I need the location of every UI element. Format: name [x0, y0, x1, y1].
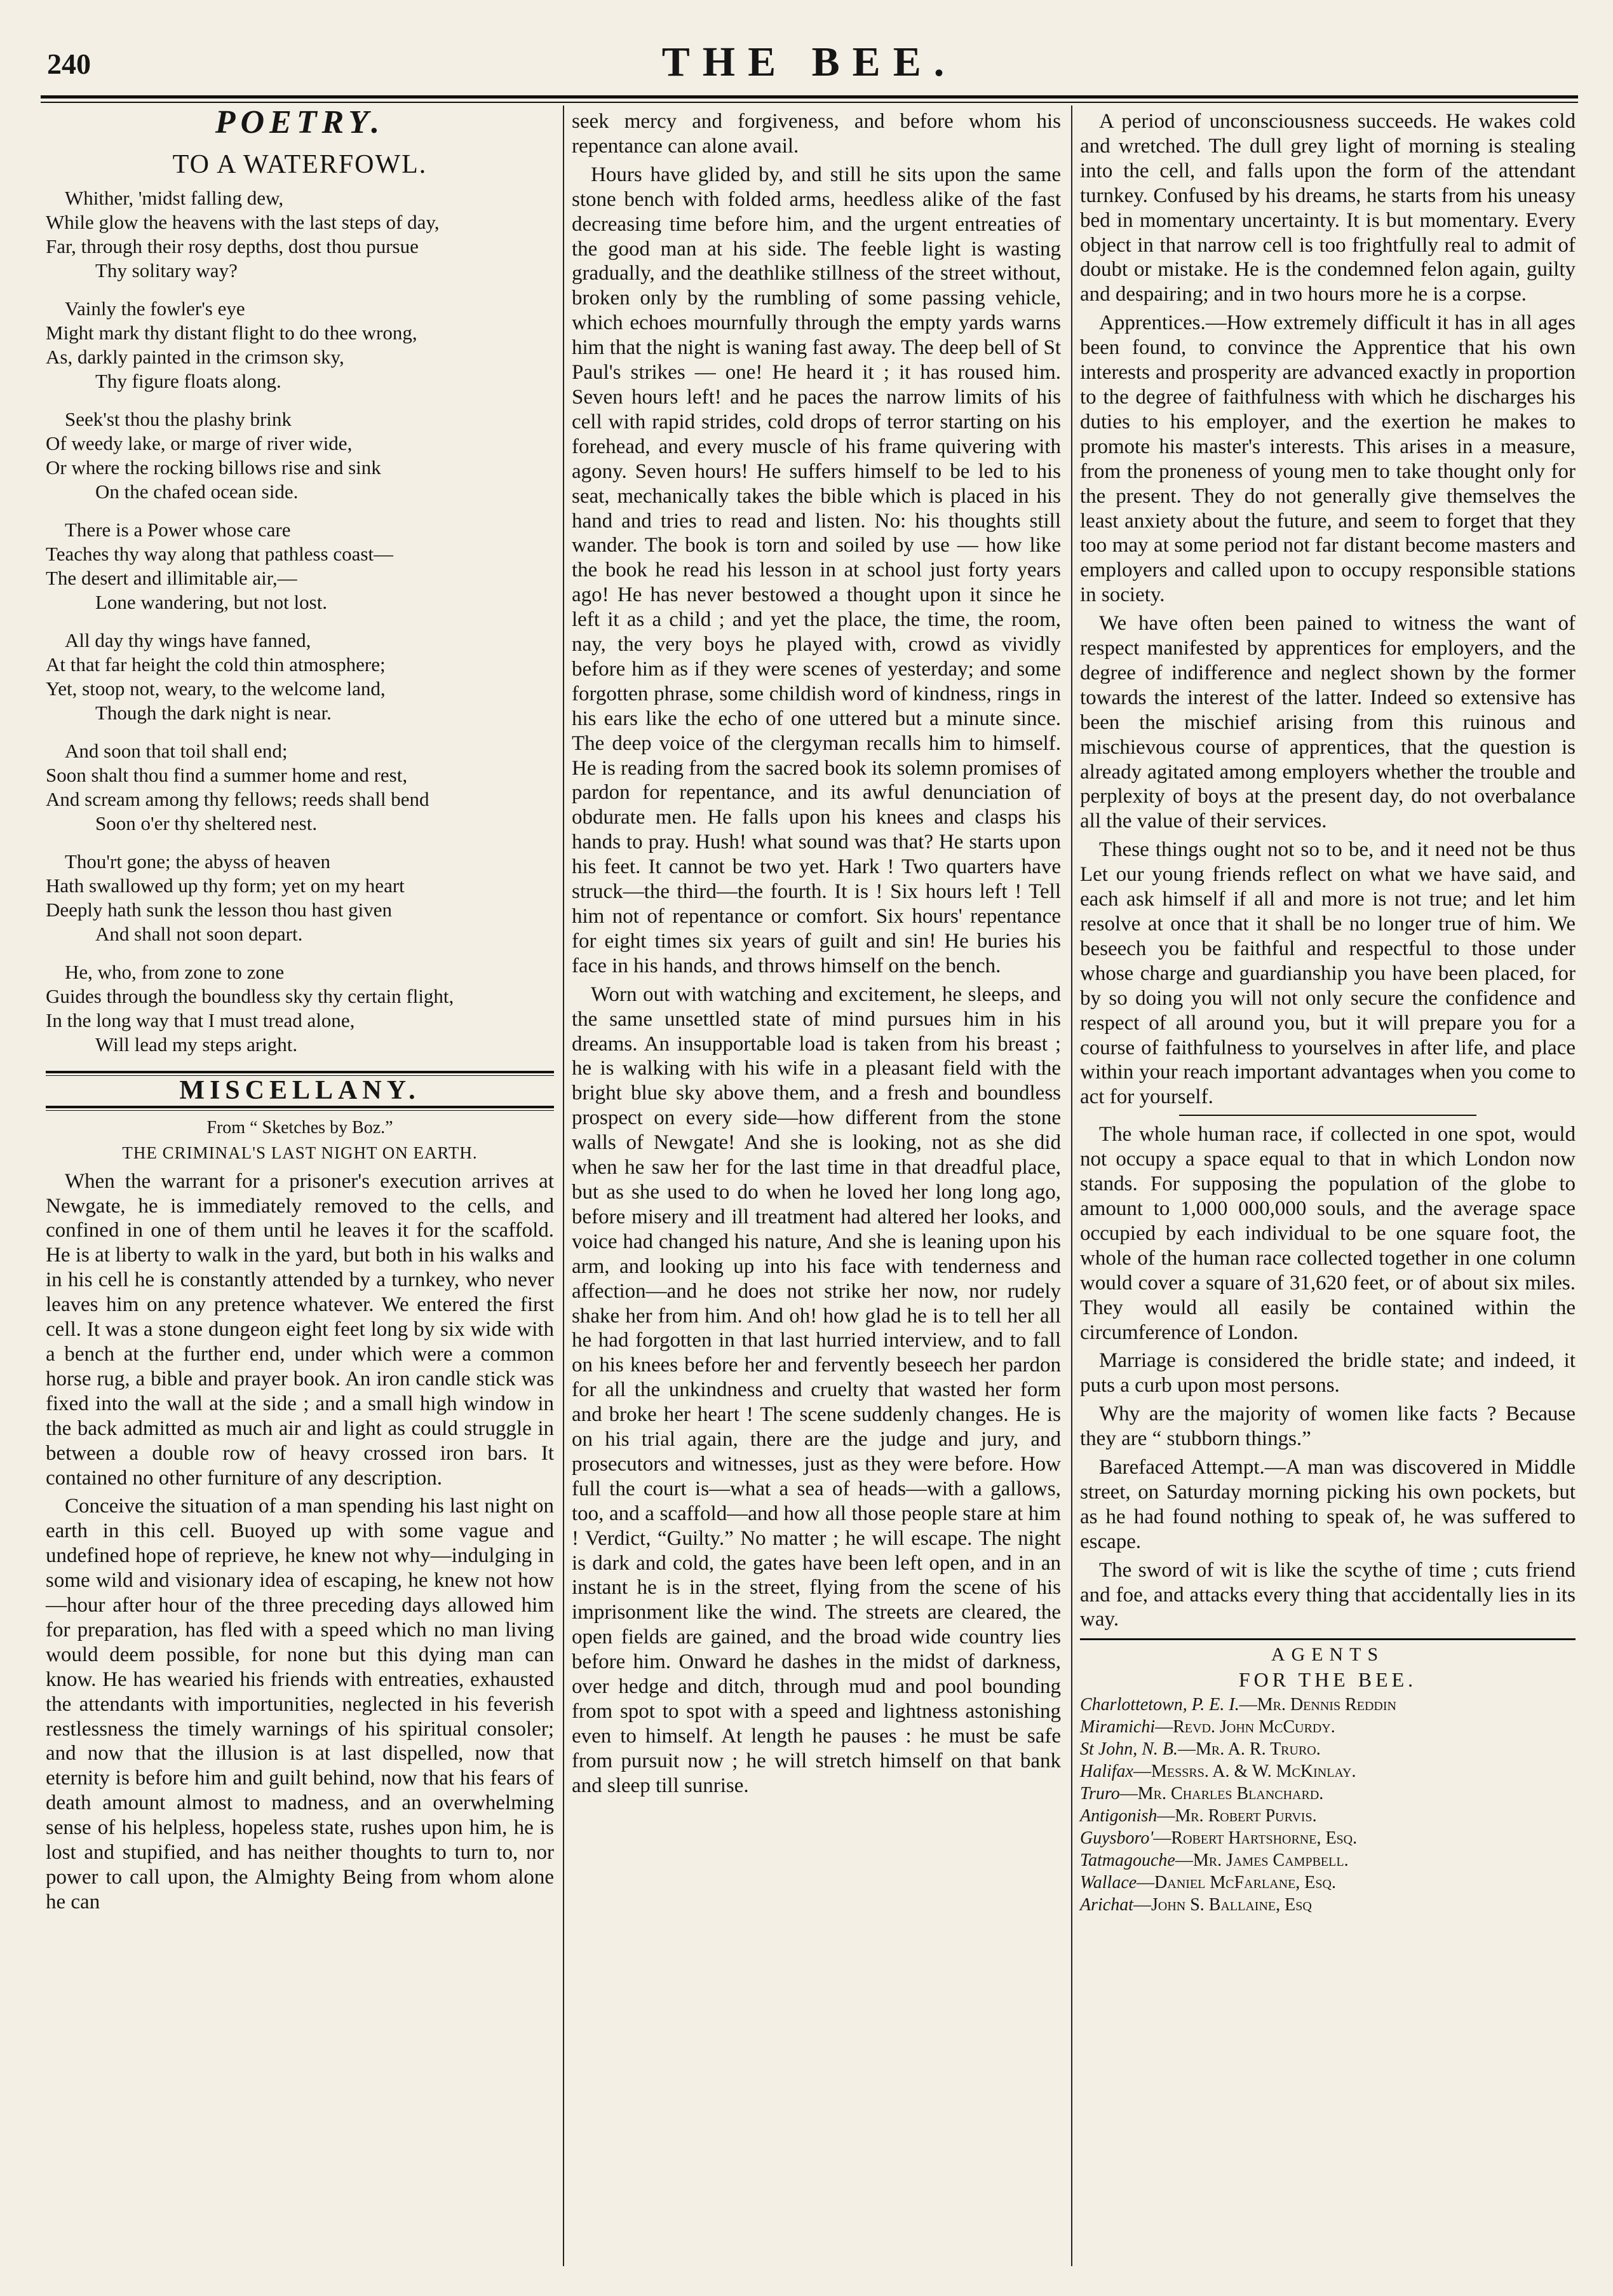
poem-stanza — [46, 186, 554, 283]
poem-line: Soon shalt thou find a summer home and rest, — [46, 763, 408, 786]
poem-line: He, who, from zone to zone — [65, 960, 285, 983]
agent-place: Charlottetown, P. E. I. — [1080, 1695, 1239, 1715]
poem-line: Might mark thy distant flight to do thee wrong, — [46, 321, 417, 344]
page-number: 240 — [47, 48, 91, 80]
agents-rule — [1080, 1638, 1576, 1640]
poem-line: Thy figure floats along. — [95, 369, 281, 392]
poem-line: Of weedy lake, or marge of river wide, — [46, 431, 353, 454]
poem-line: Whither, 'midst falling dew, — [65, 186, 284, 209]
poem-line: Guides through the boundless sky thy certain flight, — [46, 984, 454, 1007]
agent-entry: Wallace—Daniel McFarlane, Esq. — [1080, 1873, 1336, 1893]
poem-line: Though the dark night is near. — [95, 701, 332, 724]
agent-entry: Tatmagouche—Mr. James Campbell. — [1080, 1851, 1349, 1871]
poem-line: Hath swallowed up thy form; yet on my heart — [46, 874, 405, 897]
filler-paragraph: The whole human race, if collected in one spot, would not occupy a space equal to that in which London now stands. For supposing the population of the globe to amount to 1,000 000,000 souls, and the average space occupied by each individual to be one square foot, the whole of the human race collected together in one column would cover a square of 31,620 feet, or of about six miles. They would all easily be contained within the circumference of London. — [1080, 1123, 1576, 1344]
poem-line: Far, through their rosy depths, dost thou pursue — [46, 234, 419, 257]
poem-stanza — [46, 407, 554, 504]
poem-line: Deeply hath sunk the lesson thou hast given — [46, 898, 392, 921]
agent-name: Mr. Dennis Reddin — [1257, 1695, 1396, 1715]
column-1 — [46, 104, 554, 1919]
poem-line: And shall not soon depart. — [95, 922, 303, 945]
poem-line: While glow the heavens with the last steps of day, — [46, 210, 440, 233]
filler-paragraph: Why are the majority of women like facts ? Because they are “ stubborn things.” — [1080, 1403, 1576, 1451]
column-divider — [1071, 105, 1072, 2266]
agent-name: Mr. James Campbell. — [1192, 1851, 1349, 1871]
column-divider — [563, 105, 564, 2266]
poem-line: Or where the rocking billows rise and sink — [46, 456, 381, 479]
agent-name: Revd. John McCurdy. — [1173, 1717, 1335, 1737]
agent-entry: Arichat—John S. Ballaine, Esq — [1080, 1895, 1312, 1915]
agent-place: Tatmagouche — [1080, 1851, 1175, 1871]
poem-line: As, darkly painted in the crimson sky, — [46, 345, 344, 368]
poem-line: Seek'st thou the plashy brink — [65, 407, 292, 430]
agents-title: AGENTS — [1271, 1644, 1385, 1666]
agent-entry: Antigonish—Mr. Robert Purvis. — [1080, 1806, 1317, 1826]
column-3 — [1080, 109, 1576, 1916]
article-title: THE CRIMINAL'S LAST NIGHT ON EARTH. — [122, 1143, 478, 1162]
poem-stanza — [46, 960, 554, 1057]
agent-entry: St John, N. B.—Mr. A. R. Truro. — [1080, 1739, 1321, 1760]
poem-line: Yet, stoop not, weary, to the welcome land, — [46, 677, 386, 700]
section-rule — [46, 1071, 554, 1076]
poem-line: On the chafed ocean side. — [95, 480, 299, 503]
agent-name: Mr. Charles Blanchard. — [1137, 1784, 1324, 1804]
article-paragraph: seek mercy and forgiveness, and before whom his repentance can alone avail. — [572, 110, 1061, 158]
article-paragraph: Worn out with watching and excitement, he sleeps, and the same unsettled state of mind pursues him in his dreams. An insupportable load is taken from his breast ; he is walking with his wife in a pleasant field with the bright blue sky above them, and a fresh and boundless prospect on every side—how different from the stone walls of Newgate! And she is looking, not as she did when he saw her for the last time in that dreadful place, but as she used to do when he loved her long long ago, before misery and ill treatment had altered her looks, and voice had changed his nature, And she is leaning upon his arm, and looking up into his face with tenderness and affection—and he does not strike her now, nor rudely shake her from him. And oh! how glad he is to tell her all he had forgotten in that last hurried interview, and to fall on his knees before her and fervently beseech her pardon for all the unkindness and cruelty that wasted her form and broke her heart ! The scene suddenly changes. He is on his trial again, there are the judge and jury, and prosecutors and witnesses, just as they were before. How full the court is—what a sea of heads—with a gallows, too, and a scaffold—and how all those people stare at him ! Verdict, “Guilty.” No matter ; he will escape. The night is dark and cold, the gates have been left open, and in an instant he is in the street, flying from the scene of his imprisonment like the wind. The streets are cleared, the open fields are gained, and the broad wide country lies before him. Onward he dashes in the midst of darkness, over hedge and ditch, through mud and pool bounding from spot to spot with a speed and lightness astonishing even to himself. At length he pauses : he must be safe from pursuit now ; he will stretch himself on that bank and sleep till sunrise. — [572, 982, 1061, 1797]
article-paragraph: Hours have glided by, and still he sits upon the same stone bench with folded arms, heedless alike of the fast decreasing time before him, and the urgent entreaties of the good man at his side. The feeble light is wasting gradually, and the deathlike stillness of the street without, broken only by the rumbling of some passing vehicle, which echoes mournfully through the empty yards warns him that the night is waning fast away. The deep bell of St Paul's strikes — one! He heard it ; it has roused him. Seven hours left! and he paces the narrow limits of his cell with rapid strides, cold drops of terror starting on his forehead, and every muscle of his frame quivering with agony. Seven hours! He suffers himself to be led to his seat, mechanically takes the bible which is placed in his hand and tries to read and listen. No: his thoughts still wander. The book is torn and soiled by use — how like the book he read his lesson in at school just forty years ago! He has never bestowed a thought upon it since he left it as a child ; and yet the place, the time, the room, nay, the very boys he played with, crowd as vividly before him as if they were scenes of yesterday; and some forgotten phrase, some childish word of kindness, rings in his ears like the echo of one uttered but a minute since. The deep voice of the clergyman recalls him to himself. He is reading from the sacred book its solemn promises of pardon for repentance, and its awful denunciation of obdurate men. He falls upon his knees and clasps his hands to pray. Hush! what sound was that? He starts upon his feet. It cannot be two yet. Hark ! Two quarters have struck—the third—the fourth. It is ! Six hours left ! Tell him not of repentance or comfort. Six hours' repentance for eight times six years of guilt and sin! He buries his face in his hands, and throws himself on the bench. — [572, 163, 1061, 977]
agent-place: Miramichi — [1080, 1717, 1156, 1737]
header-rule-thin — [41, 102, 1578, 103]
apprentices-paragraph: Apprentices.—How extremely difficult it has in all ages been found, to convince the Apprentice that his own interests and prosperity are advanced exactly in proportion to the degree of faithfulness with which he discharges his duties to his employer, and the exertion he makes to promote his master's interests. This arises in a measure, from the proneness of young men to take thought only for the present. They do not generally give themselves the least anxiety about the future, and seem to forget that they too may at some period not far distant become masters and employers and called upon to occupy responsible stations in society. — [1080, 311, 1576, 607]
poem-stanza — [46, 297, 554, 393]
poem-line: Thou'rt gone; the abyss of heaven — [65, 850, 330, 873]
agent-place: Halifax — [1080, 1762, 1133, 1782]
poem-line: In the long way that I must tread alone, — [46, 1009, 355, 1031]
agent-place: Guysboro' — [1080, 1828, 1154, 1849]
divider — [1179, 1115, 1476, 1116]
filler-paragraph: The sword of wit is like the scythe of time ; cuts friend and foe, and attacks every thing that accidentally lies in its way. — [1080, 1558, 1576, 1631]
poem-line: Teaches thy way along that pathless coast— — [46, 542, 394, 565]
poem-stanza — [46, 518, 554, 615]
agent-place: Wallace — [1080, 1873, 1137, 1893]
agent-name: Mr. A. R. Truro. — [1196, 1739, 1321, 1760]
agent-entry: Charlottetown, P. E. I.—Mr. Dennis Reddin — [1080, 1695, 1396, 1715]
agent-place: Arichat — [1080, 1895, 1133, 1915]
agents-subtitle: FOR THE BEE. — [1238, 1668, 1417, 1692]
poem — [46, 186, 554, 1057]
poem-line: Will lead my steps aright. — [95, 1033, 298, 1056]
poem-line: Lone wandering, but not lost. — [95, 590, 328, 613]
agent-entry: Halifax—Messrs. A. & W. McKinlay. — [1080, 1762, 1356, 1782]
header-rule — [41, 95, 1578, 98]
paper-title: THE BEE. — [661, 39, 957, 85]
poem-stanza — [46, 739, 554, 836]
agents-list — [1080, 1694, 1576, 1916]
poem-line: Vainly the fowler's eye — [65, 297, 245, 320]
article-paragraph: Conceive the situation of a man spending his last night on earth in this cell. Buoyed up with some vague and undefined hope of reprieve, he knew not why—indulging in some wild and visionary idea of escaping, he knew not how—hour after hour of the three preceding days allowed him for preparation, has fled with a speed which no man living would deem possible, for none but this dying man can know. He has wearied his friends with entreaties, exhausted the attendants with importunities, neglected in his feverish restlessness the timely warnings of his spiritual consoler; and now that the illusion is at last dispelled, now that eternity is before him and guilt behind, now that his fears of death amount almost to madness, and an overwhelming sense of his helpless, hopeless state, rushes upon him, he is lost and stupified, and has neither thoughts to turn to, nor power to call upon, the Almighty Being from whom alone he can — [46, 1495, 554, 1913]
agent-place: Antigonish — [1080, 1806, 1157, 1826]
article-paragraph: When the warrant for a prisoner's execution arrives at Newgate, he is immediately removed to the cells, and confined in one of them until he leaves it for the scaffold. He is at liberty to walk in the yard, but both in his walks and in his cell he is constantly attended by a turnkey, who never leaves him on any pretence whatever. We entered the first cell. It was a stone dungeon eight feet long by six wide with a bench at the further end, under which were a common horse rug, a bible and prayer book. An iron candle stick was fixed into the wall at the side ; and a small high window in the back admitted as much air and light as could struggle in between a double row of heavy crossed iron bars. It contained no other furniture of any description. — [46, 1169, 554, 1490]
poem-stanza — [46, 850, 554, 946]
agent-name: Mr. Robert Purvis. — [1175, 1806, 1317, 1826]
agent-entry: Truro—Mr. Charles Blanchard. — [1080, 1784, 1324, 1804]
masthead — [41, 38, 1578, 102]
poem-line: And soon that toil shall end; — [65, 739, 288, 762]
poem-stanza — [46, 628, 554, 725]
filler-paragraph: Barefaced Attempt.—A man was discovered in Middle street, on Saturday morning picking his own pockets, but as he had found nothing to speak of, he was suffered to escape. — [1080, 1456, 1576, 1553]
poem-line: Thy solitary way? — [95, 259, 238, 282]
apprentices-paragraph: These things ought not so to be, and it need not be thus Let our young friends reflect on what we have said, and each ask himself if all and more is not true; and let him resolve at once that it shall be no longer true of him. We beseech you be faithful and respectful to those under whose charge and guardianship you have been placed, for by so doing you will not only secure the confidence and respect of all around you, but it will prepare you for a course of faithfulness to yourselves in after life, and place within your reach important advantages when you come to act for yourself. — [1080, 838, 1576, 1109]
article-paragraph: A period of unconsciousness succeeds. He wakes cold and wretched. The dull grey light of morning is stealing into the cell, and falls upon the form of the attendant turnkey. Confused by his dreams, he starts from his uneasy bed in momentary uncertainty. It is but momentary. Every object in that narrow cell is too frightfully real to admit of doubt or mistake. He is the condemned felon again, guilty and despairing; and in two hours more he is a corpse. — [1080, 110, 1576, 306]
agent-entry: Guysboro'—Robert Hartshorne, Esq. — [1080, 1828, 1358, 1849]
agent-place: St John, N. B. — [1080, 1739, 1178, 1760]
poetry-heading: POETRY. — [215, 104, 385, 140]
poem-line: At that far height the cold thin atmosphere; — [46, 653, 386, 676]
agent-name: Daniel McFarlane, Esq. — [1154, 1873, 1336, 1893]
agent-place: Truro — [1080, 1784, 1120, 1804]
poem-line: All day thy wings have fanned, — [65, 628, 311, 651]
poem-line: There is a Power whose care — [65, 518, 291, 541]
poem-line: And scream among thy fellows; reeds shall bend — [46, 787, 429, 810]
filler-paragraph: Marriage is considered the bridle state; and indeed, it puts a curb upon most persons. — [1080, 1349, 1576, 1397]
poem-line: Soon o'er thy sheltered nest. — [95, 812, 318, 834]
miscellany-heading: MISCELLANY. — [179, 1075, 421, 1105]
agent-entry: Miramichi—Revd. John McCurdy. — [1080, 1717, 1335, 1737]
agent-name: John S. Ballaine, Esq — [1151, 1895, 1312, 1915]
poem-line: The desert and illimitable air,— — [46, 566, 297, 589]
poem-title: TO A WATERFOWL. — [172, 150, 428, 179]
agent-name: Robert Hartshorne, Esq. — [1171, 1828, 1358, 1849]
agent-name: Messrs. A. & W. McKinlay. — [1151, 1762, 1356, 1782]
column-2 — [572, 109, 1061, 1802]
article-source: From “ Sketches by Boz.” — [206, 1117, 393, 1138]
apprentices-paragraph: We have often been pained to witness the want of respect manifested by apprentices for employers, and the degree of indifference and neglect shown by the former towards the interest of the latter. Indeed so extensive has been the mischief arising from this ruinous and mischievous course of apprentices, that the question is already agitated among employers whether the trouble and perplexity of boys at the present day, do not overbalance all the value of their services. — [1080, 612, 1576, 833]
section-rule — [46, 1106, 554, 1111]
